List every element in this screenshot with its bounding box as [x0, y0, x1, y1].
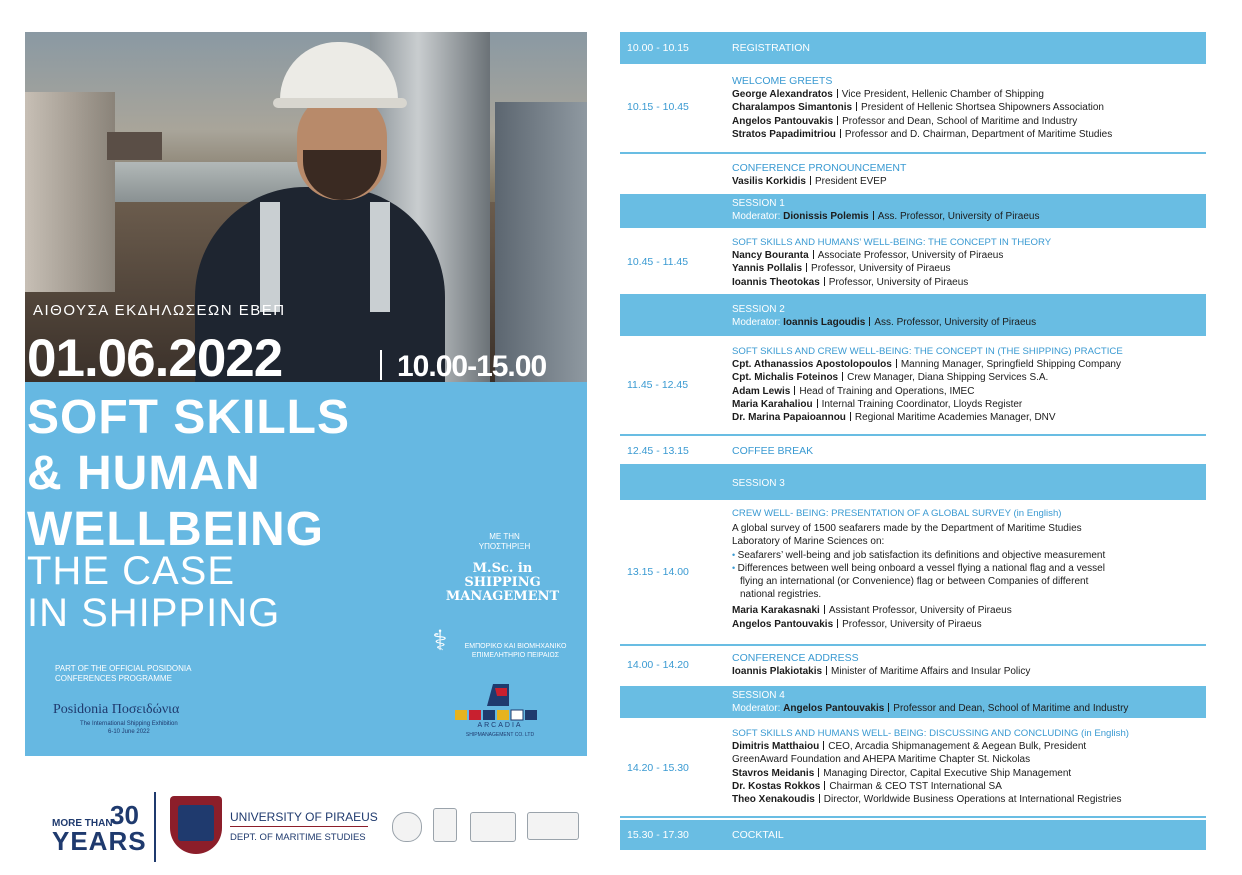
certification-badge-icon: [470, 812, 516, 842]
msc-shipping-management-logo: M.Sc. in SHIPPING MANAGEMENT: [445, 561, 560, 604]
hermes-caduceus-icon: ⚕: [432, 625, 448, 656]
piraeus-chamber-name: ΕΜΠΟΡΙΚΟ ΚΑΙ ΒΙΟΜΗΧΑΝΙΚΟ ΕΠΙΜΕΛΗΤΗΡΙΟ ΠΕΙΡΑΙΩΣ: [464, 643, 567, 659]
event-poster: [25, 32, 587, 756]
schedule-row-session3: SESSION 3: [620, 466, 1206, 500]
schedule-row-pronouncement: CONFERENCE PRONOUNCEMENT Vasilis Korkidis President EVEP: [732, 162, 907, 188]
event-time: 10.00-15.00: [397, 350, 547, 383]
arcadia-name: ARCADIA: [477, 722, 523, 729]
years-number: 30: [110, 800, 139, 830]
posidonia-subtitle: The International Shipping Exhibition 6-10 June 2022: [80, 721, 178, 735]
schedule-row-address: 14.00 - 14.20 CONFERENCE ADDRESS Ioannis Plakiotakis Minister of Maritime Affairs and Insular Policy: [627, 652, 1031, 678]
schedule-row-session4: SESSION 4 Moderator: Angelos Pantouvakis Professor and Dean, School of Maritime and Industry: [620, 686, 1206, 718]
arcadia-flag-logo: [453, 684, 543, 739]
university-crest-inner: [178, 805, 214, 841]
event-title: SOFT SKILLS & HUMAN WELLBEING: [27, 391, 350, 556]
years-label: YEARS: [52, 826, 147, 856]
arcadia-subtitle: SHIPMANAGEMENT CO. LTD: [465, 732, 535, 738]
posidonia-programme-note: PART OF THE OFFICIAL POSIDONIA CONFERENCES PROGRAMME: [55, 664, 192, 683]
footer-divider: [154, 792, 156, 862]
event-date: 01.06.2022: [27, 329, 283, 388]
posidonia-logo: Posidonia Ποσειδώνια: [53, 702, 180, 717]
date-divider: [380, 350, 382, 380]
venue-label: ΑΙΘΟΥΣΑ ΕΚΔΗΛΩΣΕΩΝ ΕΒΕΠ: [33, 302, 286, 319]
schedule-row-session2: SESSION 2 Moderator: Ioannis Lagoudis Ass. Professor, University of Piraeus: [620, 296, 1206, 336]
certification-badge-icon: [433, 808, 457, 842]
university-underline: [230, 826, 368, 827]
schedule-row-concluding: 14.20 - 15.30 SOFT SKILLS AND HUMANS WELL- BEING: DISCUSSING AND CONCLUDING (in English) Dimitris Matthaiou CEO, Arcadia Shipmanagement & Aegean Bulk, President GreenAward Foundation and AHEPA Maritime Chapter St. Nickolas Stavros Meidanis Managing Director, Capital Executive Ship Management Dr. Kostas Rokkos Chairman & CEO TST International SA Theo Xenakoudis Director, Worldwide Business Operations at International Registries: [620, 718, 1206, 818]
schedule-row-registration: 10.00 - 10.15 REGISTRATION: [620, 32, 1206, 64]
more-than-label: MORE THAN: [52, 818, 113, 829]
event-subtitle: THE CASE IN SHIPPING: [27, 549, 281, 635]
university-name: UNIVERSITY OF PIRAEUS: [230, 810, 378, 824]
schedule-row-theory: 10.45 - 11.45 SOFT SKILLS AND HUMANS’ WELL-BEING: THE CONCEPT IN THEORY Nancy Bouranta Associate Professor, University of Piraeus Yannis Pollalis Professor, University of Piraeus Ioannis Theotokas Professor, University of Piraeus: [620, 228, 1206, 296]
support-label: ΜΕ ΤΗΝ ΥΠΟΣΤΗΡΙΞΗ: [478, 532, 531, 551]
schedule-row-coffee-break: 12.45 - 13.15 COFFEE BREAK: [620, 436, 1206, 466]
certification-badge-icon: [392, 812, 422, 842]
schedule-row-welcome: 10.15 - 10.45 WELCOME GREETS George Alexandratos Vice President, Hellenic Chamber of Shipping Charalampos Simantonis President of Hellenic Shortsea Shipowners Association Angelos Pantouvakis Professor and Dean, School of Maritime and Industry Stratos Papadimitriou Professor and D. Chairman, Department of Maritime Studies: [620, 64, 1206, 154]
certification-badge-icon: [527, 812, 579, 840]
department-name: DEPT. OF MARITIME STUDIES: [230, 832, 366, 843]
schedule-row-session1: SESSION 1 Moderator: Dionissis Polemis Ass. Professor, University of Piraeus: [620, 194, 1206, 228]
schedule-row-cocktail: 15.30 - 17.30 COCKTAIL: [620, 820, 1206, 850]
schedule-row-survey: 13.15 - 14.00 CREW WELL- BEING: PRESENTATION OF A GLOBAL SURVEY (in English) A global survey of 1500 seafarers made by the Department of Maritime Studies Laboratory of Marine Sciences on: • Seafarers’ well-being and job satisfaction its definitions and objective measurement • Differences between well being onboard a vessel flying a national flag and a vessel flying an international (or Convenience) flag or between Companies of different national registries. Maria Karakasnaki Assistant Professor, University of Piraeus Angelos Pantouvakis Professor, University of Piraeus: [620, 500, 1206, 646]
schedule-row-practice: 11.45 - 12.45 SOFT SKILLS AND CREW WELL-BEING: THE CONCEPT IN (THE SHIPPING) PRACTICE Cpt. Athanassios Apostolopoulos Manning Manager, Springfield Shipping Company Cpt. Michalis Foteinos Crew Manager, Diana Shipping Services S.A. Adam Lewis Head of Training and Operations, IMEC Maria Karahaliou Internal Training Coordinator, Lloyds Register Dr. Marina Papaioannou Regional Maritime Academies Manager, DNV: [620, 336, 1206, 436]
